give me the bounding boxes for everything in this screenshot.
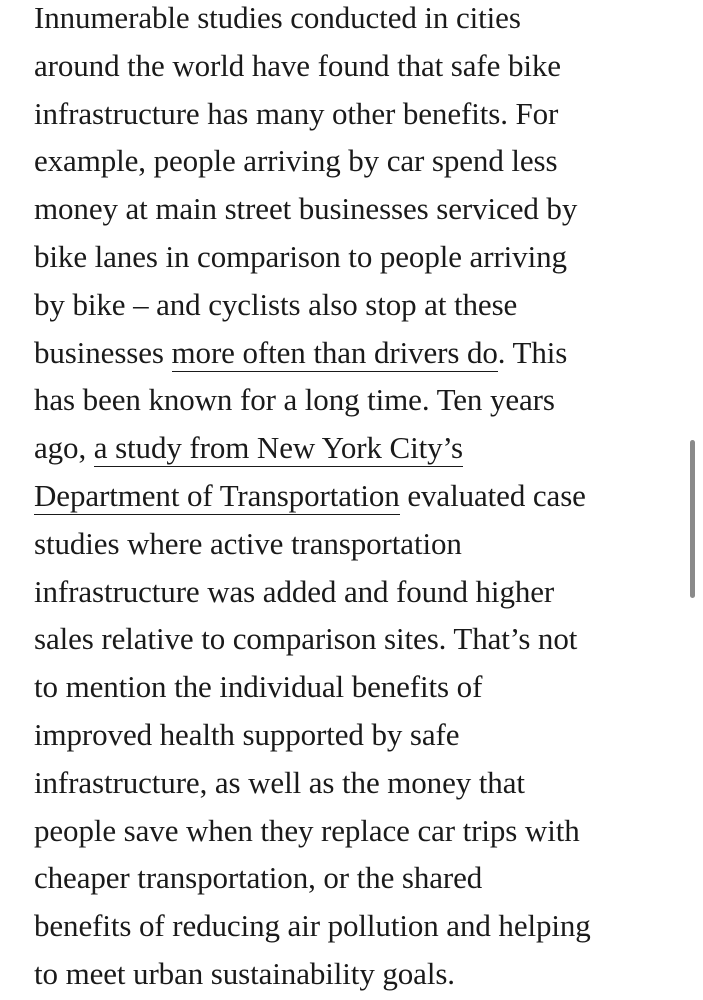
text-line-6: bike lanes in comparison to people arriving [34,238,567,274]
text-line-5: money at main street businesses serviced by [34,191,578,227]
text-line-15: to mention the individual benefits of [34,669,483,705]
text-line-3: infrastructure has many other benefits. For [34,95,559,131]
text-line-8 [34,329,684,377]
text-segment: evaluated case [399,477,586,513]
text-line-1: Innumerable studies conducted in cities [34,0,521,35]
link-nyc-dot-study[interactable]: a study from New York City’s [93,430,463,466]
text-line-12: studies where active transportation [34,525,462,561]
text-line-21: to meet urban sustainability goals. [34,955,455,991]
text-segment: ago, [34,430,94,466]
text-line-16: improved health supported by safe [34,716,460,752]
text-line-2: around the world have found that safe bike [34,47,561,83]
text-line-20: benefits of reducing air pollution and helping [34,908,591,944]
text-segment: . This [497,334,568,370]
text-line-17: infrastructure, as well as the money that [34,764,525,800]
text-line-9: has been known for a long time. Ten years [34,382,555,418]
text-line-7: by bike – and cyclists also stop at these [34,286,518,322]
text-line-14: sales relative to comparison sites. That’s not [34,621,578,657]
article-body [34,0,684,1000]
text-line-13: infrastructure was added and found higher [34,573,555,609]
link-more-often-than-drivers[interactable]: more often than drivers do [171,334,498,370]
text-line-11 [34,472,684,520]
link-nyc-dot-study-continued[interactable]: Department of Transportation [34,477,400,513]
scrollbar-thumb[interactable] [690,440,695,598]
text-line-10 [34,424,684,472]
text-segment: businesses [34,334,172,370]
text-line-4: example, people arriving by car spend less [34,143,558,179]
text-line-18: people save when they replace car trips with [34,812,580,848]
text-line-19: cheaper transportation, or the shared [34,860,483,896]
